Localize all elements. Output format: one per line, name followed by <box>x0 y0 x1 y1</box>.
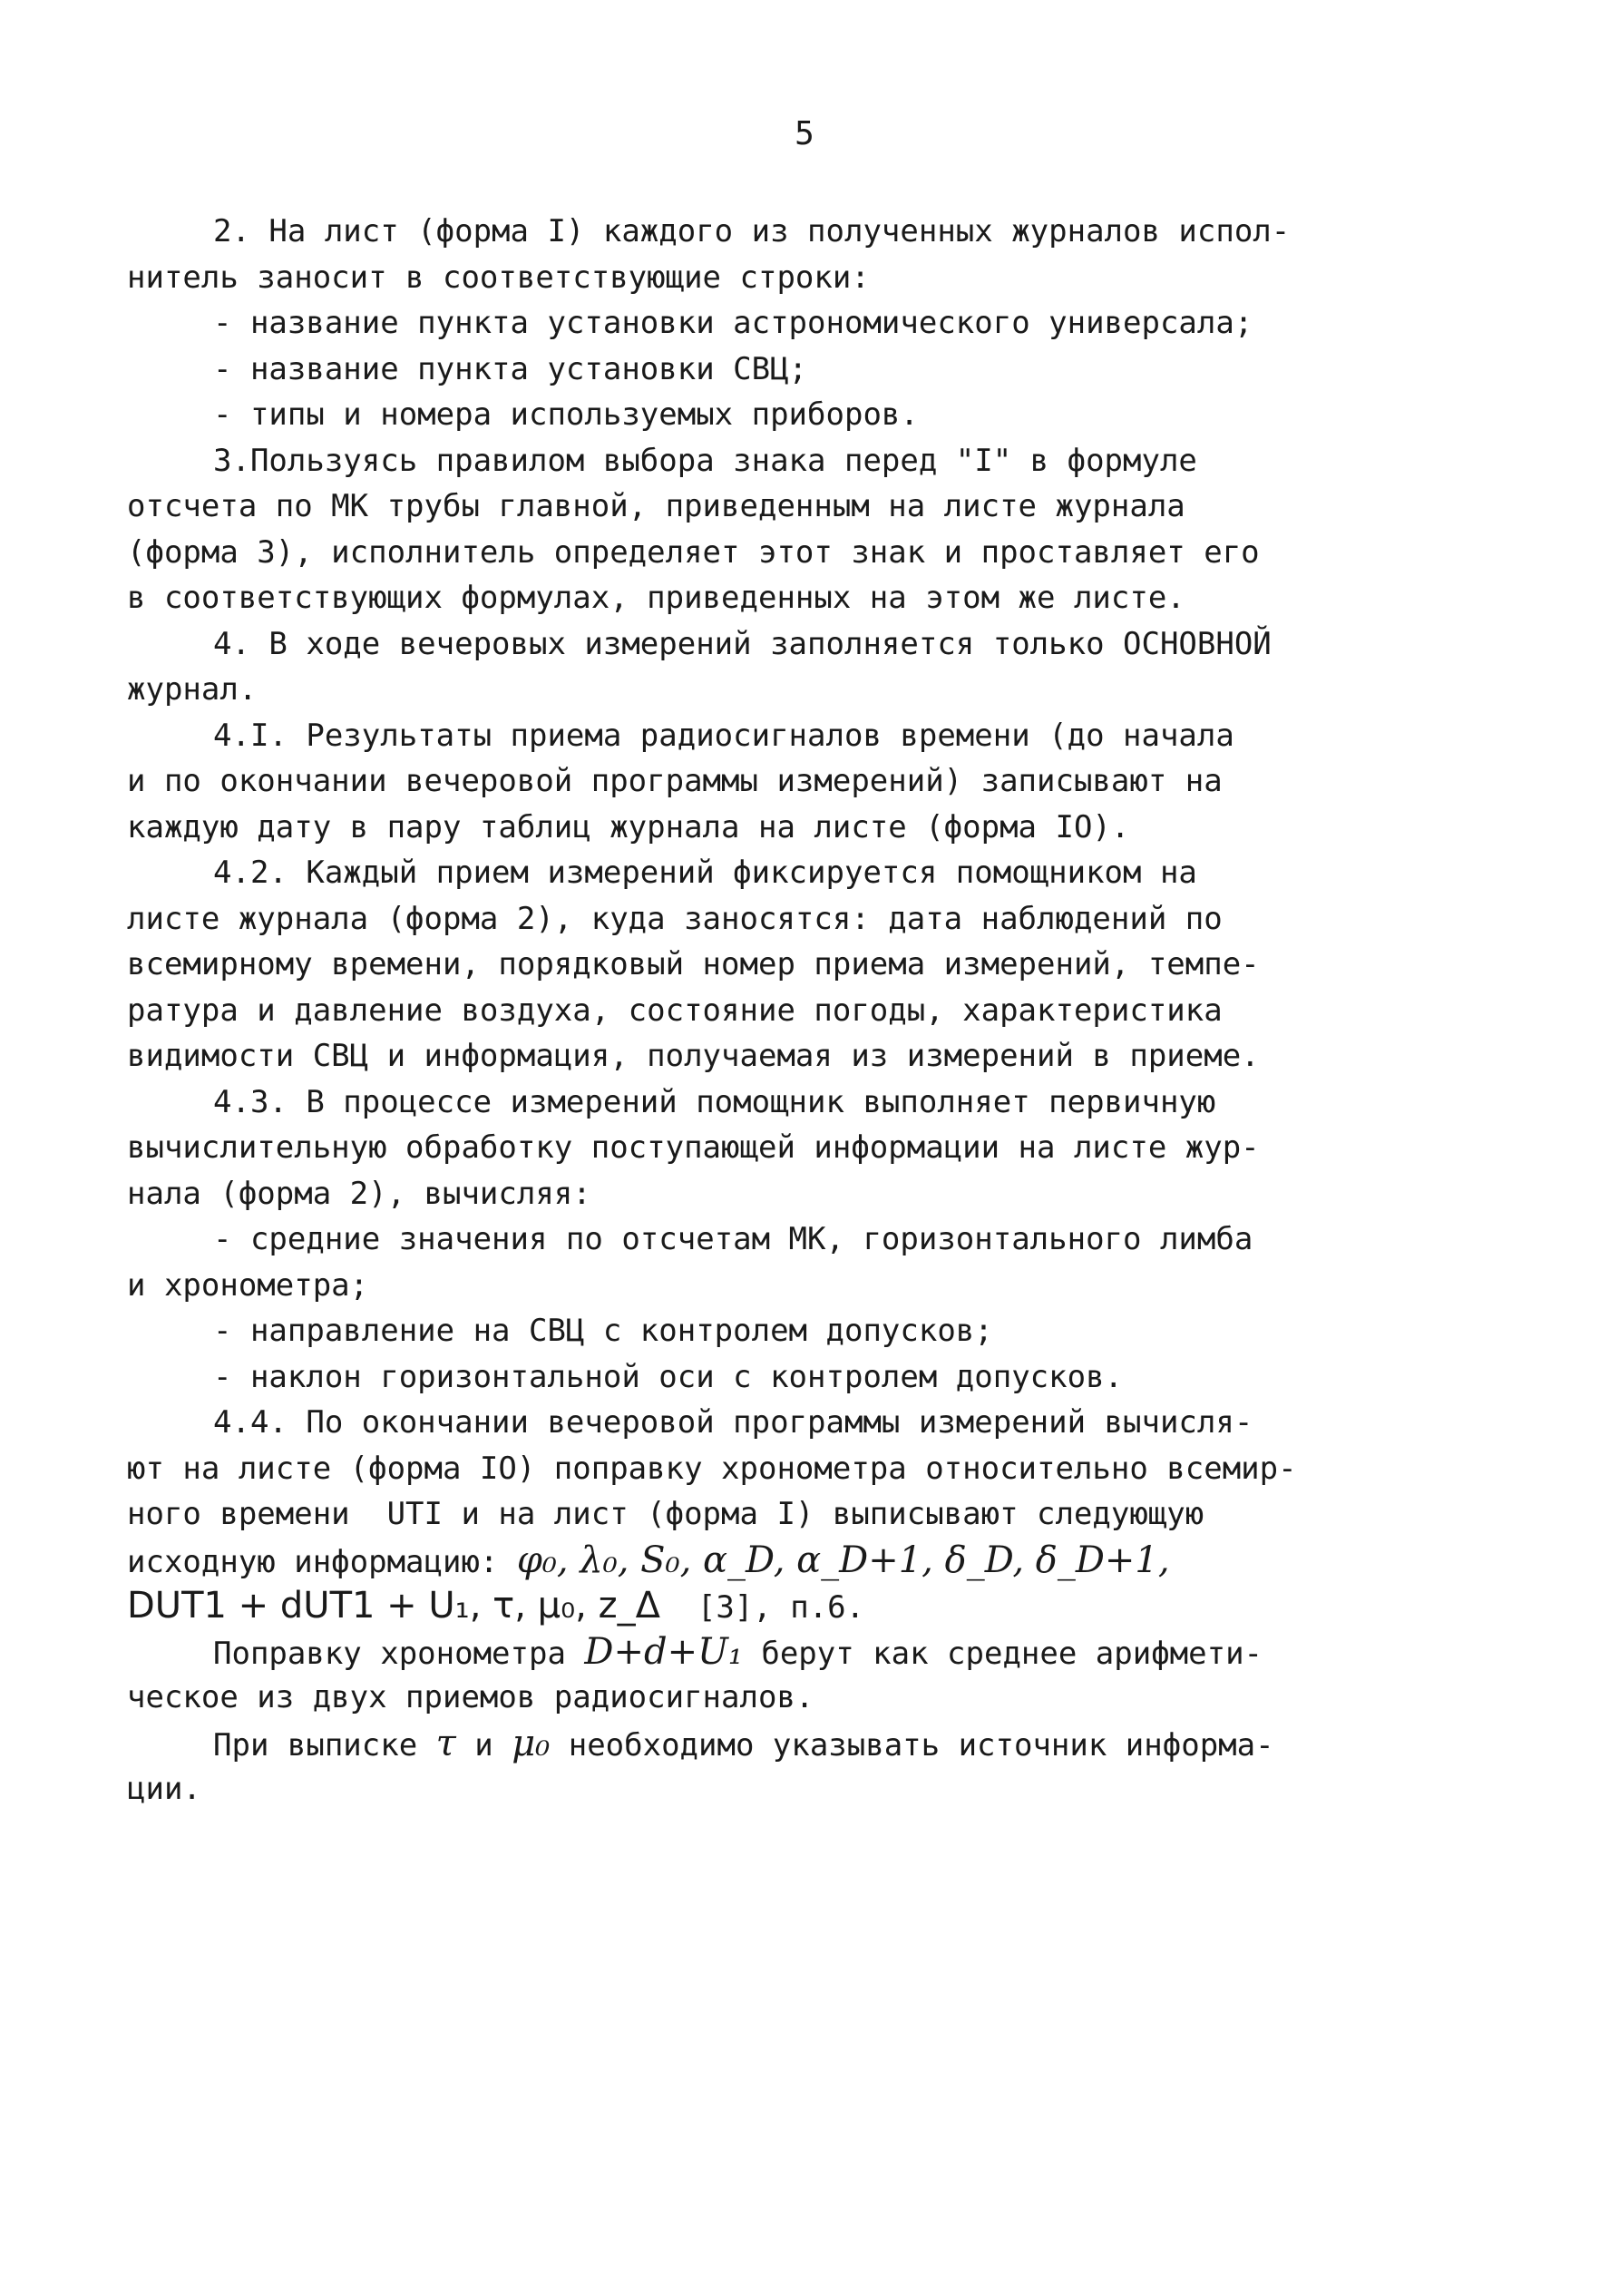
text-line: видимости СВЦ и информация, получаемая из измерений в приеме. <box>127 1038 1260 1074</box>
formula-prefix: исходную информацию: <box>127 1543 499 1580</box>
text-line: - название пункта установки СВЦ; <box>213 350 808 387</box>
text-line: нитель заносит в соответствующие строки: <box>127 259 870 296</box>
text-prefix: При выписке <box>213 1726 418 1764</box>
text-line: всемирному времени, порядковый номер приема измерений, темпе- <box>127 946 1260 982</box>
text-suffix: необходимо указывать источник информа- <box>550 1726 1274 1764</box>
handwritten-formula: φ₀, λ₀, S₀, α_D, α_D+1, δ_D, δ_D+1, <box>516 1539 1170 1581</box>
text-line: нала (форма 2), вычисляя: <box>127 1175 591 1212</box>
text-line: 3.Пользуясь правилом выбора знака перед "I" в формуле <box>213 442 1197 479</box>
formula-line-1 <box>127 1538 1342 1584</box>
text-line: ют на листе (форма IO) поправку хронометра относительно всемир- <box>127 1450 1297 1487</box>
text-line <box>127 1721 1342 1767</box>
text-line: - направление на СВЦ с контролем допусков; <box>213 1313 993 1349</box>
text-line: - название пункта установки астрономического универсала; <box>213 305 1253 341</box>
text-suffix: берут как среднее арифмети- <box>742 1635 1263 1672</box>
text-line: и хронометра; <box>127 1266 369 1304</box>
formula-line-2 <box>127 1583 1342 1629</box>
text-line: листе журнала (форма 2), куда заносятся: дата наблюдений по <box>127 900 1223 937</box>
text-line: ного времени UTI и на лист (форма I) выписывают следующую <box>127 1496 1204 1532</box>
text-line: - типы и номера используемых приборов. <box>213 396 919 433</box>
text-prefix: Поправку хронометра <box>213 1635 566 1672</box>
handwritten-formula: DUT1 + dUT1 + U₁, τ, μ₀, z_Δ <box>127 1585 660 1627</box>
text-line: и по окончании вечеровой программы измерений) записывают на <box>127 763 1223 799</box>
text-line: 4.4. По окончании вечеровой программы измерений вычисля- <box>213 1404 1253 1441</box>
text-line: (форма 3), исполнитель определяет этот знак и проставляет его <box>127 533 1260 571</box>
formula-suffix: [3], п.6. <box>697 1589 865 1626</box>
text-line: - средние значения по отсчетам МК, горизонтального лимба <box>213 1221 1253 1257</box>
text-line: 4.3. В процессе измерений помощник выполняет первичную <box>213 1083 1216 1120</box>
text-line: каждую дату в пару таблиц журнала на листе (форма IO). <box>127 808 1130 845</box>
text-line: 2. На лист (форма I) каждого из полученных журналов испол- <box>213 213 1291 249</box>
handwritten-formula: D+d+U₁ <box>584 1630 743 1673</box>
text-line: в соответствующих формулах, приведенных на этом же листе. <box>127 580 1185 616</box>
text-line: вычислительную обработку поступающей информации на листе жур- <box>127 1129 1260 1166</box>
text-line: ратура и давление воздуха, состояние погоды, характеристика <box>127 992 1223 1029</box>
text-line: 4.I. Результаты приема радиосигналов времени (до начала <box>213 717 1234 754</box>
text-line: журнал. <box>127 671 258 708</box>
text-line: 4. В ходе вечеровых измерений заполняется только ОСНОВНОЙ <box>213 625 1272 662</box>
handwritten-symbol: τ <box>435 1722 456 1764</box>
text-line: ции. <box>127 1771 201 1807</box>
text-line: отсчета по МК трубы главной, приведенным на листе журнала <box>127 488 1185 524</box>
page-number: 5 <box>795 115 814 152</box>
text-line: 4.2. Каждый прием измерений фиксируется помощником на <box>213 855 1197 891</box>
text-middle: и <box>455 1726 512 1764</box>
text-line: ческое из двух приемов радиосигналов. <box>127 1679 814 1715</box>
text-line <box>127 1629 1342 1676</box>
handwritten-symbol: μ₀ <box>512 1722 551 1764</box>
text-line: - наклон горизонтальной оси с контролем допусков. <box>213 1358 1124 1395</box>
body-text <box>127 209 1342 1812</box>
